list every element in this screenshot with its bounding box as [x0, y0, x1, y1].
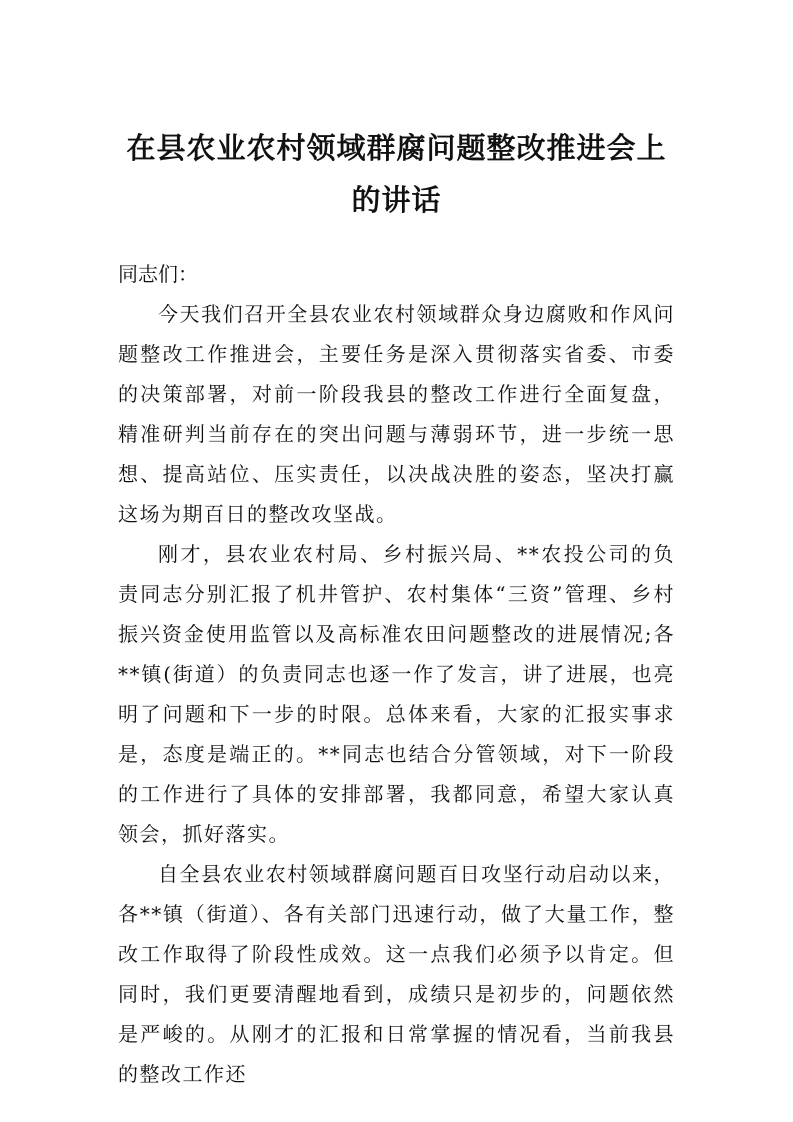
- salutation: 同志们：: [118, 262, 198, 286]
- document-title: [118, 122, 675, 226]
- paragraph-3: 自全县农业农村领域群腐问题百日攻坚行动启动以来，各**镇（街道）、各有关部门迅速行动，做了大量工作，整改工作取得了阶段性成效。这一点我们必须予以肯定。但同时，我们更要清醒地看到，成绩只是初步的，问题依然是严峻的。从刚才的汇报和日常掌握的情况看，当前我县的整改工作还: [118, 862, 675, 1086]
- title-line-2: 的讲话: [351, 183, 442, 217]
- title-line-1: 在县农业农村领域群腐问题整改推进会上: [126, 131, 667, 165]
- paragraph-1: 今天我们召开全县农业农村领域群众身边腐败和作风问题整改工作推进会，主要任务是深入贯彻落实省委、市委的决策部署，对前一阶段我县的整改工作进行全面复盘，精准研判当前存在的突出问题与薄弱环节，进一步统一思想、提高站位、压实责任，以决战决胜的姿态，坚决打赢这场为期百日的整改攻坚战。: [118, 302, 675, 526]
- paragraph-2: 刚才，县农业农村局、乡村振兴局、**农投公司的负责同志分别汇报了机井管护、农村集体“三资”管理、乡村振兴资金使用监管以及高标准农田问题整改的进展情况;各**镇(街道）的负责同志也逐一作了发言，讲了进展，也亮明了问题和下一步的时限。总体来看，大家的汇报实事求是，态度是端正的。**同志也结合分管领域，对下一阶段的工作进行了具体的安排部署，我都同意，希望大家认真领会，抓好落实。: [118, 542, 675, 846]
